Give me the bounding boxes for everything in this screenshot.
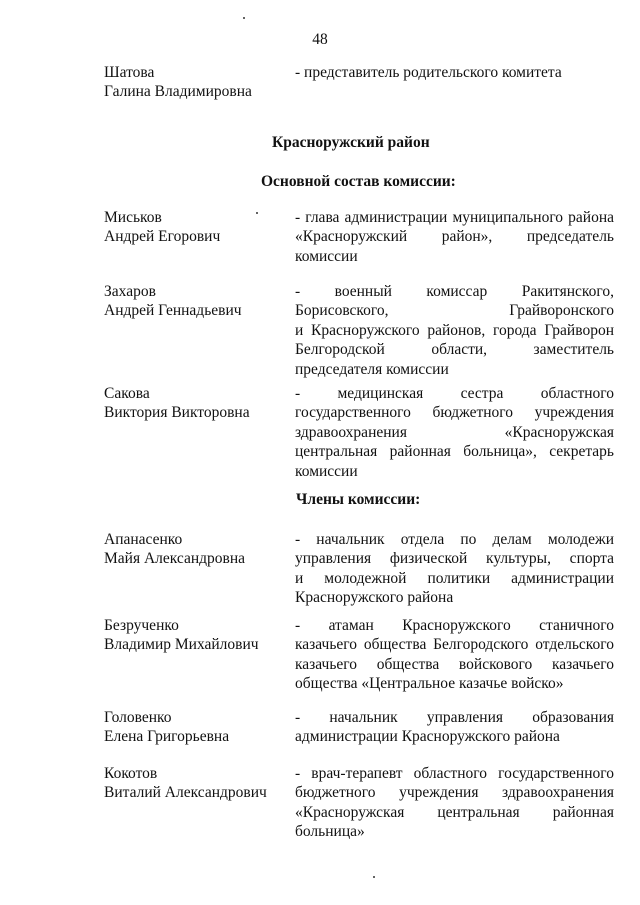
surname: Безрученко (104, 617, 179, 634)
given-names: Виктория Викторовна (104, 404, 250, 422)
role-line: управления физической культуры, спорта (295, 550, 614, 568)
surname: Миськов (104, 209, 162, 226)
person-name (104, 708, 289, 747)
person-name (104, 282, 289, 321)
person-name (104, 63, 289, 102)
person-role (295, 708, 614, 747)
role-line: казачьего общества войскового казачьего (295, 655, 614, 673)
person-name (104, 384, 289, 423)
person-role (295, 63, 614, 82)
role-line: государственного бюджетного учреждения (295, 404, 614, 422)
role-line: - начальник управления образования (295, 709, 614, 726)
person-role (295, 764, 614, 842)
person-name (104, 208, 289, 247)
role-line: - глава администрации муниципального района (295, 209, 614, 226)
person-role (295, 208, 614, 266)
surname: Апанасенко (104, 531, 183, 548)
surname: Сакова (104, 385, 150, 402)
given-names: Андрей Геннадьевич (104, 302, 242, 320)
role-line: и молодежной политики администрации (295, 569, 614, 587)
role-line: Белгородской области, заместитель (295, 341, 614, 359)
role-line: казачьего общества Белгородского отдельского (295, 636, 614, 654)
person-role (295, 384, 614, 481)
main-section-title: Основной состав комиссии: (261, 173, 456, 190)
role-line: общества «Центральное казачье войско» (295, 675, 564, 693)
role-line: здравоохранения «Красноружская (295, 423, 614, 441)
surname: Захаров (104, 283, 156, 300)
given-names: Елена Григорьевна (104, 728, 230, 746)
district-title: Красноружский район (272, 134, 430, 151)
role-line: комиссии (295, 247, 358, 265)
role-line: - атаман Красноружского станичного (295, 617, 614, 634)
surname: Головенко (104, 709, 172, 726)
role-line: Красноружского района (295, 589, 454, 607)
role-line: Борисовского, Грайворонского (295, 302, 614, 320)
person-role (295, 530, 614, 608)
role-line: - военный комиссар Ракитянского, (295, 283, 614, 300)
person-name (104, 616, 289, 655)
role-line: «Красноружский район», председатель (295, 228, 614, 246)
surname: Шатова (104, 64, 155, 81)
person-role (295, 616, 614, 694)
given-names: Владимир Михайлович (104, 636, 259, 654)
role-line: администрации Красноружского района (295, 728, 560, 746)
role-line: центральная районная больница», секретарь (295, 443, 614, 461)
given-names: Андрей Егорович (104, 228, 221, 246)
role-line: - представитель родительского комитета (295, 64, 562, 81)
members-section-title: Члены комиссии: (296, 491, 421, 508)
scan-speck (243, 17, 245, 19)
given-names: Виталий Александрович (104, 784, 267, 802)
person-name (104, 764, 289, 803)
given-names: Майя Александровна (104, 550, 246, 568)
page-number: 48 (312, 31, 328, 48)
role-line: - начальник отдела по делам молодежи (295, 531, 614, 548)
surname: Кокотов (104, 765, 158, 782)
role-line: председателя комиссии (295, 360, 449, 378)
role-line: - медицинская сестра областного (295, 385, 614, 402)
role-line: - врач-терапевт областного государственного (295, 765, 614, 782)
role-line: больница» (295, 823, 365, 841)
role-line: «Красноружская центральная районная (295, 803, 614, 821)
scan-speck (373, 876, 375, 878)
role-line: бюджетного учреждения здравоохранения (295, 784, 614, 802)
person-role (295, 282, 614, 379)
role-line: и Красноружского районов, города Грайворон (295, 321, 614, 339)
person-name (104, 530, 289, 569)
given-names: Галина Владимировна (104, 83, 252, 101)
role-line: комиссии (295, 462, 358, 480)
